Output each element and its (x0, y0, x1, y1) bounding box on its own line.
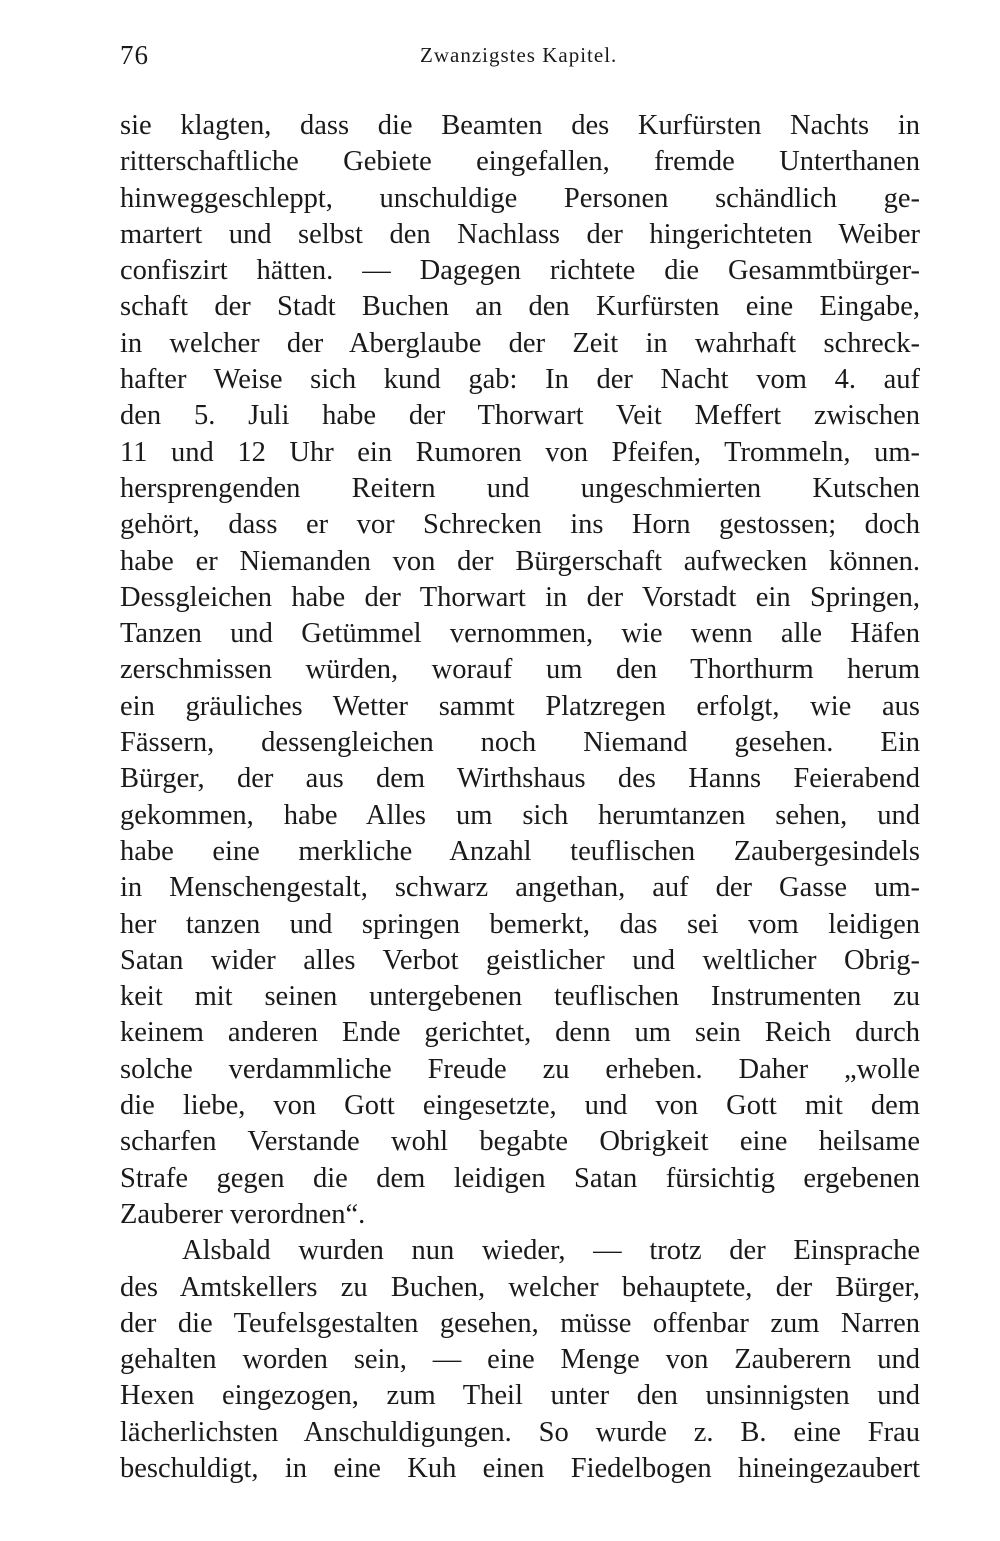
paragraph-end-line: Zauberer verordnen“. (120, 1198, 366, 1230)
text-line: der die Teufelsgestalten gesehen, müsse offenbar zum Narren (120, 1307, 920, 1339)
text-line: keit mit seinen untergebenen teuflischen Instrumenten zu (120, 981, 920, 1013)
text-line: her tanzen und springen bemerkt, das sei vom leidigen (120, 908, 920, 940)
text-line: des Amtskellers zu Buchen, welcher behauptete, der Bürger, (120, 1271, 920, 1303)
text-line: lächerlichsten Anschuldigungen. So wurde z. B. eine Frau (120, 1416, 920, 1448)
page-header (120, 40, 920, 80)
text-line: Dessgleichen habe der Thorwart in der Vorstadt ein Springen, (120, 581, 920, 613)
text-line: in Menschengestalt, schwarz angethan, auf der Gasse um- (120, 872, 920, 904)
text-line: solche verdammliche Freude zu erheben. Daher „wolle (120, 1053, 920, 1085)
text-line: Fässern, dessengleichen noch Niemand gesehen. Ein (120, 727, 920, 759)
text-line: confiszirt hätten. — Dagegen richtete die Gesammtbürger- (120, 255, 920, 287)
text-line: Bürger, der aus dem Wirthshaus des Hanns Feierabend (120, 763, 920, 795)
text-line: zerschmissen würden, worauf um den Thorthurm herum (120, 654, 920, 686)
text-line: schaft der Stadt Buchen an den Kurfürsten eine Eingabe, (120, 291, 920, 323)
text-line: gekommen, habe Alles um sich herumtanzen sehen, und (120, 799, 920, 831)
text-line: scharfen Verstande wohl begabte Obrigkeit eine heilsame (120, 1126, 920, 1158)
text-line: die liebe, von Gott eingesetzte, und von Gott mit dem (120, 1090, 920, 1122)
paragraph-start-line: Alsbald wurden nun wieder, — trotz der Einsprache (182, 1235, 920, 1267)
text-line: Tanzen und Getümmel vernommen, wie wenn alle Häfen (120, 618, 920, 650)
text-line: gehört, dass er vor Schrecken ins Horn gestossen; doch (120, 509, 920, 541)
text-line: ein gräuliches Wetter sammt Platzregen erfolgt, wie aus (120, 690, 920, 722)
text-line: ritterschaftliche Gebiete eingefallen, fremde Unterthanen (120, 146, 920, 178)
body-text (120, 108, 920, 1487)
text-line: in welcher der Aberglaube der Zeit in wahrhaft schreck- (120, 327, 920, 359)
text-line: beschuldigt, in eine Kuh einen Fiedelbogen hineingezaubert (120, 1452, 920, 1484)
text-line: keinem anderen Ende gerichtet, denn um sein Reich durch (120, 1017, 920, 1049)
text-line: Satan wider alles Verbot geistlicher und weltlicher Obrig- (120, 944, 920, 976)
text-line: den 5. Juli habe der Thorwart Veit Meffert zwischen (120, 400, 920, 432)
text-line: hafter Weise sich kund gab: In der Nacht vom 4. auf (120, 364, 920, 396)
text-line: Hexen eingezogen, zum Theil unter den unsinnigsten und (120, 1380, 920, 1412)
text-line: habe er Niemanden von der Bürgerschaft aufwecken können. (120, 545, 920, 577)
text-line: habe eine merkliche Anzahl teuflischen Zaubergesindels (120, 835, 920, 867)
page-number: 76 (120, 40, 149, 70)
text-line: 11 und 12 Uhr ein Rumoren von Pfeifen, Trommeln, um- (120, 436, 920, 468)
text-line: Strafe gegen die dem leidigen Satan fürsichtig ergebenen (120, 1162, 920, 1194)
text-line: gehalten worden sein, — eine Menge von Zauberern und (120, 1344, 920, 1376)
text-line: hersprengenden Reitern und ungeschmierten Kutschen (120, 472, 920, 504)
text-line: hinweggeschleppt, unschuldige Personen schändlich ge- (120, 182, 920, 214)
running-title: Zwanzigstes Kapitel. (420, 43, 618, 67)
text-line: sie klagten, dass die Beamten des Kurfürsten Nachts in (120, 110, 920, 141)
text-line: martert und selbst den Nachlass der hingerichteten Weiber (120, 218, 920, 250)
